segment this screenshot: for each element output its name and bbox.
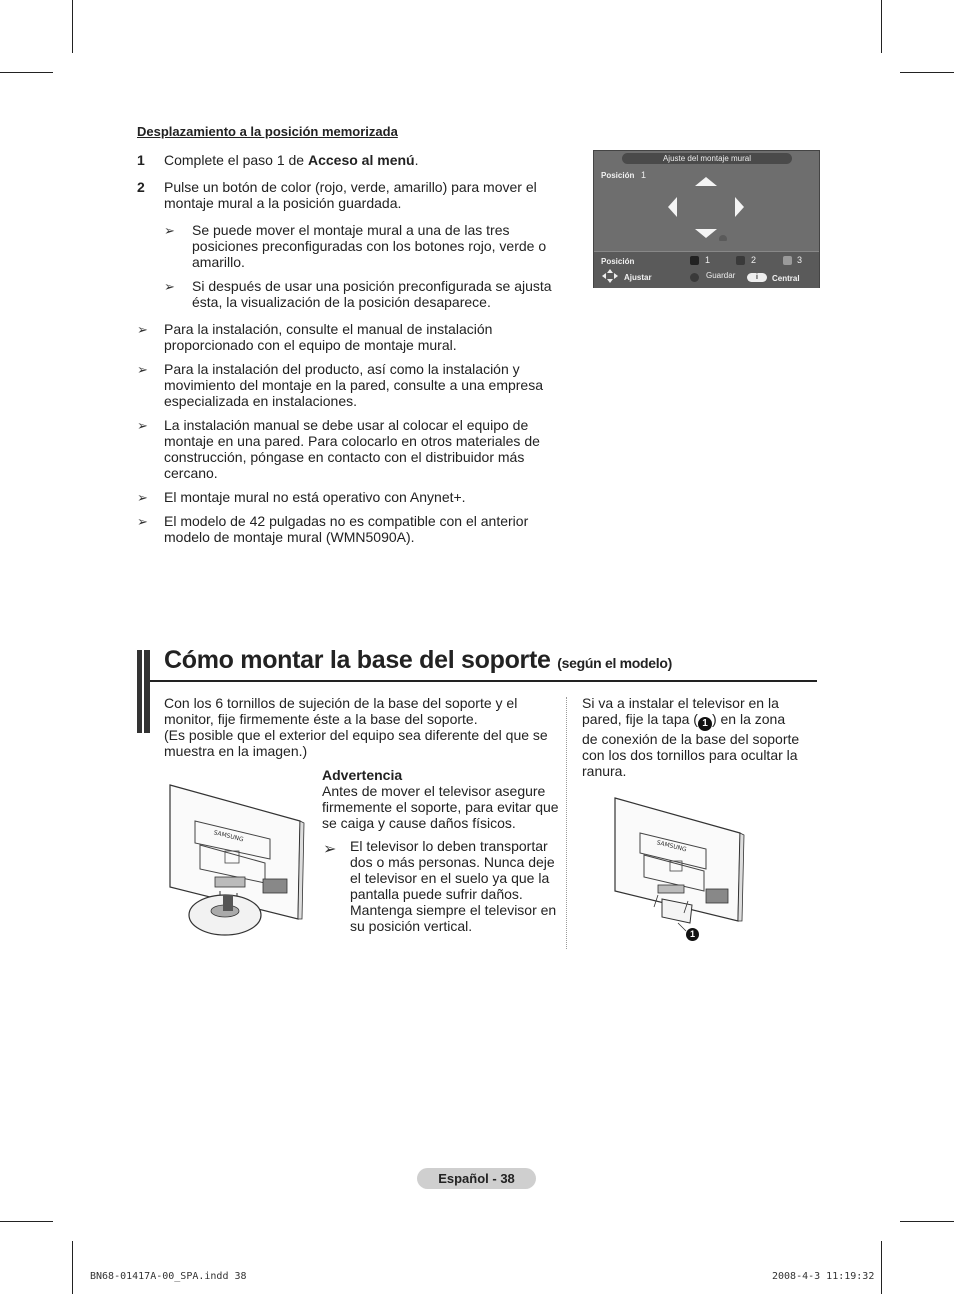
note: Para la instalación del producto, así como la instalación y movimiento del montaje en la pared, consulte a una empresa especializada en instalaciones. [164, 361, 543, 409]
osd-title: Ajuste del montaje mural [622, 153, 792, 164]
sub-note: Si después de usar una posición preconfigurada se ajusta ésta, la visualización de la posición desaparece. [192, 278, 552, 310]
green-button-icon [736, 256, 745, 265]
print-timestamp: 2008-4-3 11:19:32 [772, 1271, 875, 1282]
direction-arrows-icon [666, 175, 746, 241]
note: El montaje mural no está operativo con Anynet+. [164, 489, 466, 505]
callout-1-icon: 1 [698, 717, 712, 731]
yellow-button-icon [783, 256, 792, 265]
slot-2: 2 [751, 255, 757, 265]
info-key-icon: i [747, 273, 767, 282]
callout-1-icon: 1 [686, 928, 699, 941]
osd-save-label: Guardar [706, 271, 736, 280]
osd-adjust-label: Ajustar [624, 273, 652, 282]
tv-stand-illustration [165, 783, 305, 940]
save-button-icon [690, 273, 699, 282]
section-heading: Desplazamiento a la posición memorizada [137, 124, 398, 139]
note: Para la instalación, consulte el manual de instalación proporcionado con el equipo de montaje mural. [164, 321, 493, 353]
crop-mark [900, 1221, 954, 1222]
osd-center-label: Central [772, 274, 800, 283]
crop-mark [881, 0, 882, 53]
slot-1: 1 [705, 255, 711, 265]
step-number: 1 [137, 152, 145, 168]
note-arrow-icon: ➢ [323, 841, 337, 858]
page-number-badge: Español - 38 [417, 1168, 536, 1189]
osd-bottom-position-label: Posición [601, 257, 635, 266]
warning-note: El televisor lo deben transportar dos o más personas. Nunca deje el televisor en el suelo ya que la pantalla puede sufrir daños. Mantenga siempre el televisor en su posición vertical. [350, 838, 557, 934]
note-arrow-icon: ➢ [137, 514, 148, 529]
title-underline [150, 680, 817, 682]
section-marker-bars [137, 650, 151, 733]
tv-cover-illustration [612, 795, 750, 943]
sub-note: Se puede mover el montaje mural a una de las tres posiciones preconfiguradas con los botones rojo, verde o amarillo. [192, 222, 547, 270]
column-divider [566, 697, 567, 949]
wall-install-text: Si va a instalar el televisor en la pared, fije la tapa ( 1 ) en la zona de conexión de la base del soporte con los dos tornillos para ocultar la ranura. [582, 695, 800, 779]
stand-instructions: Con los 6 tornillos de sujeción de la base del soporte y el monitor, fije firmemente éste a la base del soporte. (Es posible que el exterior del equipo sea diferente del que se muestra en la imagen.) [164, 695, 548, 759]
step-2-text: Pulse un botón de color (rojo, verde, amarillo) para mover el montaje mural a la posición guardada. [164, 179, 537, 211]
crop-mark [0, 1221, 53, 1222]
warning-title: Advertencia [322, 767, 403, 783]
crop-mark [0, 72, 53, 73]
slot-3: 3 [797, 255, 803, 265]
note: El modelo de 42 pulgadas no es compatible con el anterior modelo de montaje mural (WMN5090A). [164, 513, 529, 545]
note-arrow-icon: ➢ [137, 418, 148, 433]
file-name: BN68-01417A-00_SPA.indd 38 [90, 1271, 247, 1282]
note-arrow-icon: ➢ [164, 279, 175, 294]
brand-logo: SAMSUNG [655, 839, 688, 854]
crop-mark [72, 1241, 73, 1294]
step-1-text: Complete el paso 1 de Acceso al menú. [164, 152, 419, 168]
red-button-icon [690, 256, 699, 265]
crop-mark [900, 72, 954, 73]
osd-wall-mount-screen [593, 150, 820, 288]
osd-position-value: 1 [641, 170, 647, 180]
note-arrow-icon: ➢ [164, 223, 175, 238]
note: La instalación manual se debe usar al colocar el equipo de montaje en una pared. Para colocarlo en otros materiales de construcción, póngase en contacto con el distribuidor más cercano. [164, 417, 540, 481]
step-number: 2 [137, 179, 145, 195]
osd-position-label: Posición [601, 171, 635, 180]
note-arrow-icon: ➢ [137, 322, 148, 337]
note-arrow-icon: ➢ [137, 362, 148, 377]
note-arrow-icon: ➢ [137, 490, 148, 505]
crop-mark [881, 1241, 882, 1294]
brand-logo: SAMSUNG [212, 829, 245, 844]
page-title: Cómo montar la base del soporte (según el modelo) [164, 646, 672, 674]
warning-text: Antes de mover el televisor asegure firmemente el soporte, para evitar que se caiga y cause daños físicos. [322, 783, 559, 831]
crop-mark [72, 0, 73, 53]
move-icon [602, 269, 618, 283]
